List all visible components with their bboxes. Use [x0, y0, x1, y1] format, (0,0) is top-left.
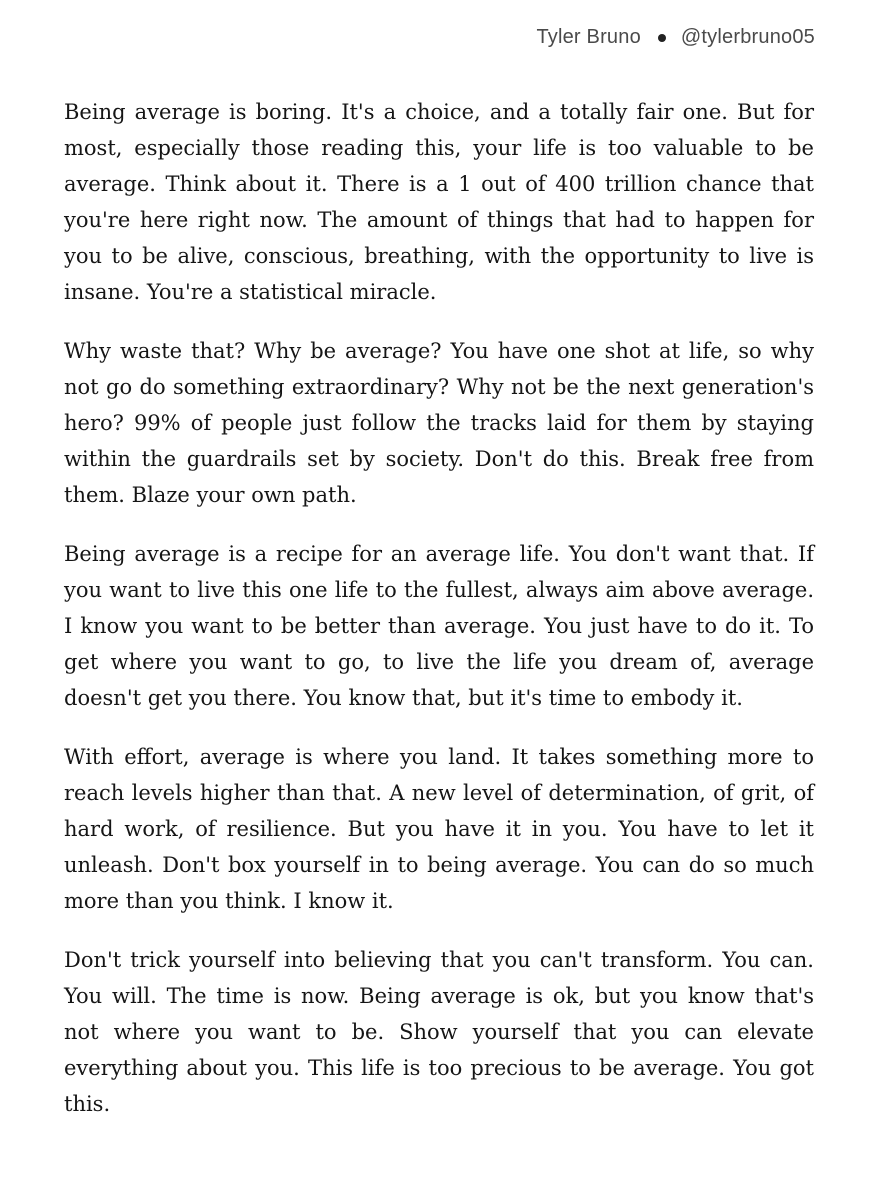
- author-byline: [536, 26, 815, 49]
- paragraph-5: Don't trick yourself into believing that you can't transform. You can. You will. The time is now. Being average is ok, but you know that's not where you want to be. Show yourself that you can elevate everything about you. This life is too precious to be average. You got this.: [64, 948, 814, 1116]
- paragraph-3: Being average is a recipe for an average life. You don't want that. If you want to live this one life to the fullest, always aim above average. I know you want to be better than average. You just have to do it. To get where you want to go, to live the life you dream of, average doesn't get you there. You know that, but it's time to embody it.: [64, 542, 814, 710]
- author-name[interactable]: Tyler Bruno: [536, 26, 641, 48]
- separator-dot-icon: [658, 34, 666, 42]
- paragraph-2: Why waste that? Why be average? You have one shot at life, so why not go do something extraordinary? Why not be the next generation's hero? 99% of people just follow the tracks laid for them by staying within the guardrails set by society. Don't do this. Break free from them. Blaze your own path.: [64, 339, 814, 507]
- author-handle[interactable]: @tylerbruno05: [680, 26, 815, 48]
- article-body: [64, 94, 814, 1145]
- paragraph-4: With effort, average is where you land. It takes something more to reach levels higher than that. A new level of determination, of grit, of hard work, of resilience. But you have it in you. You have to let it unleash. Don't box yourself in to being average. You can do so much more than you think. I know it.: [64, 745, 814, 913]
- paragraph-1: Being average is boring. It's a choice, and a totally fair one. But for most, especially those reading this, your life is too valuable to be average. Think about it. There is a 1 out of 400 trillion chance that you're here right now. The amount of things that had to happen for you to be alive, conscious, breathing, with the opportunity to live is insane. You're a statistical miracle.: [64, 100, 814, 304]
